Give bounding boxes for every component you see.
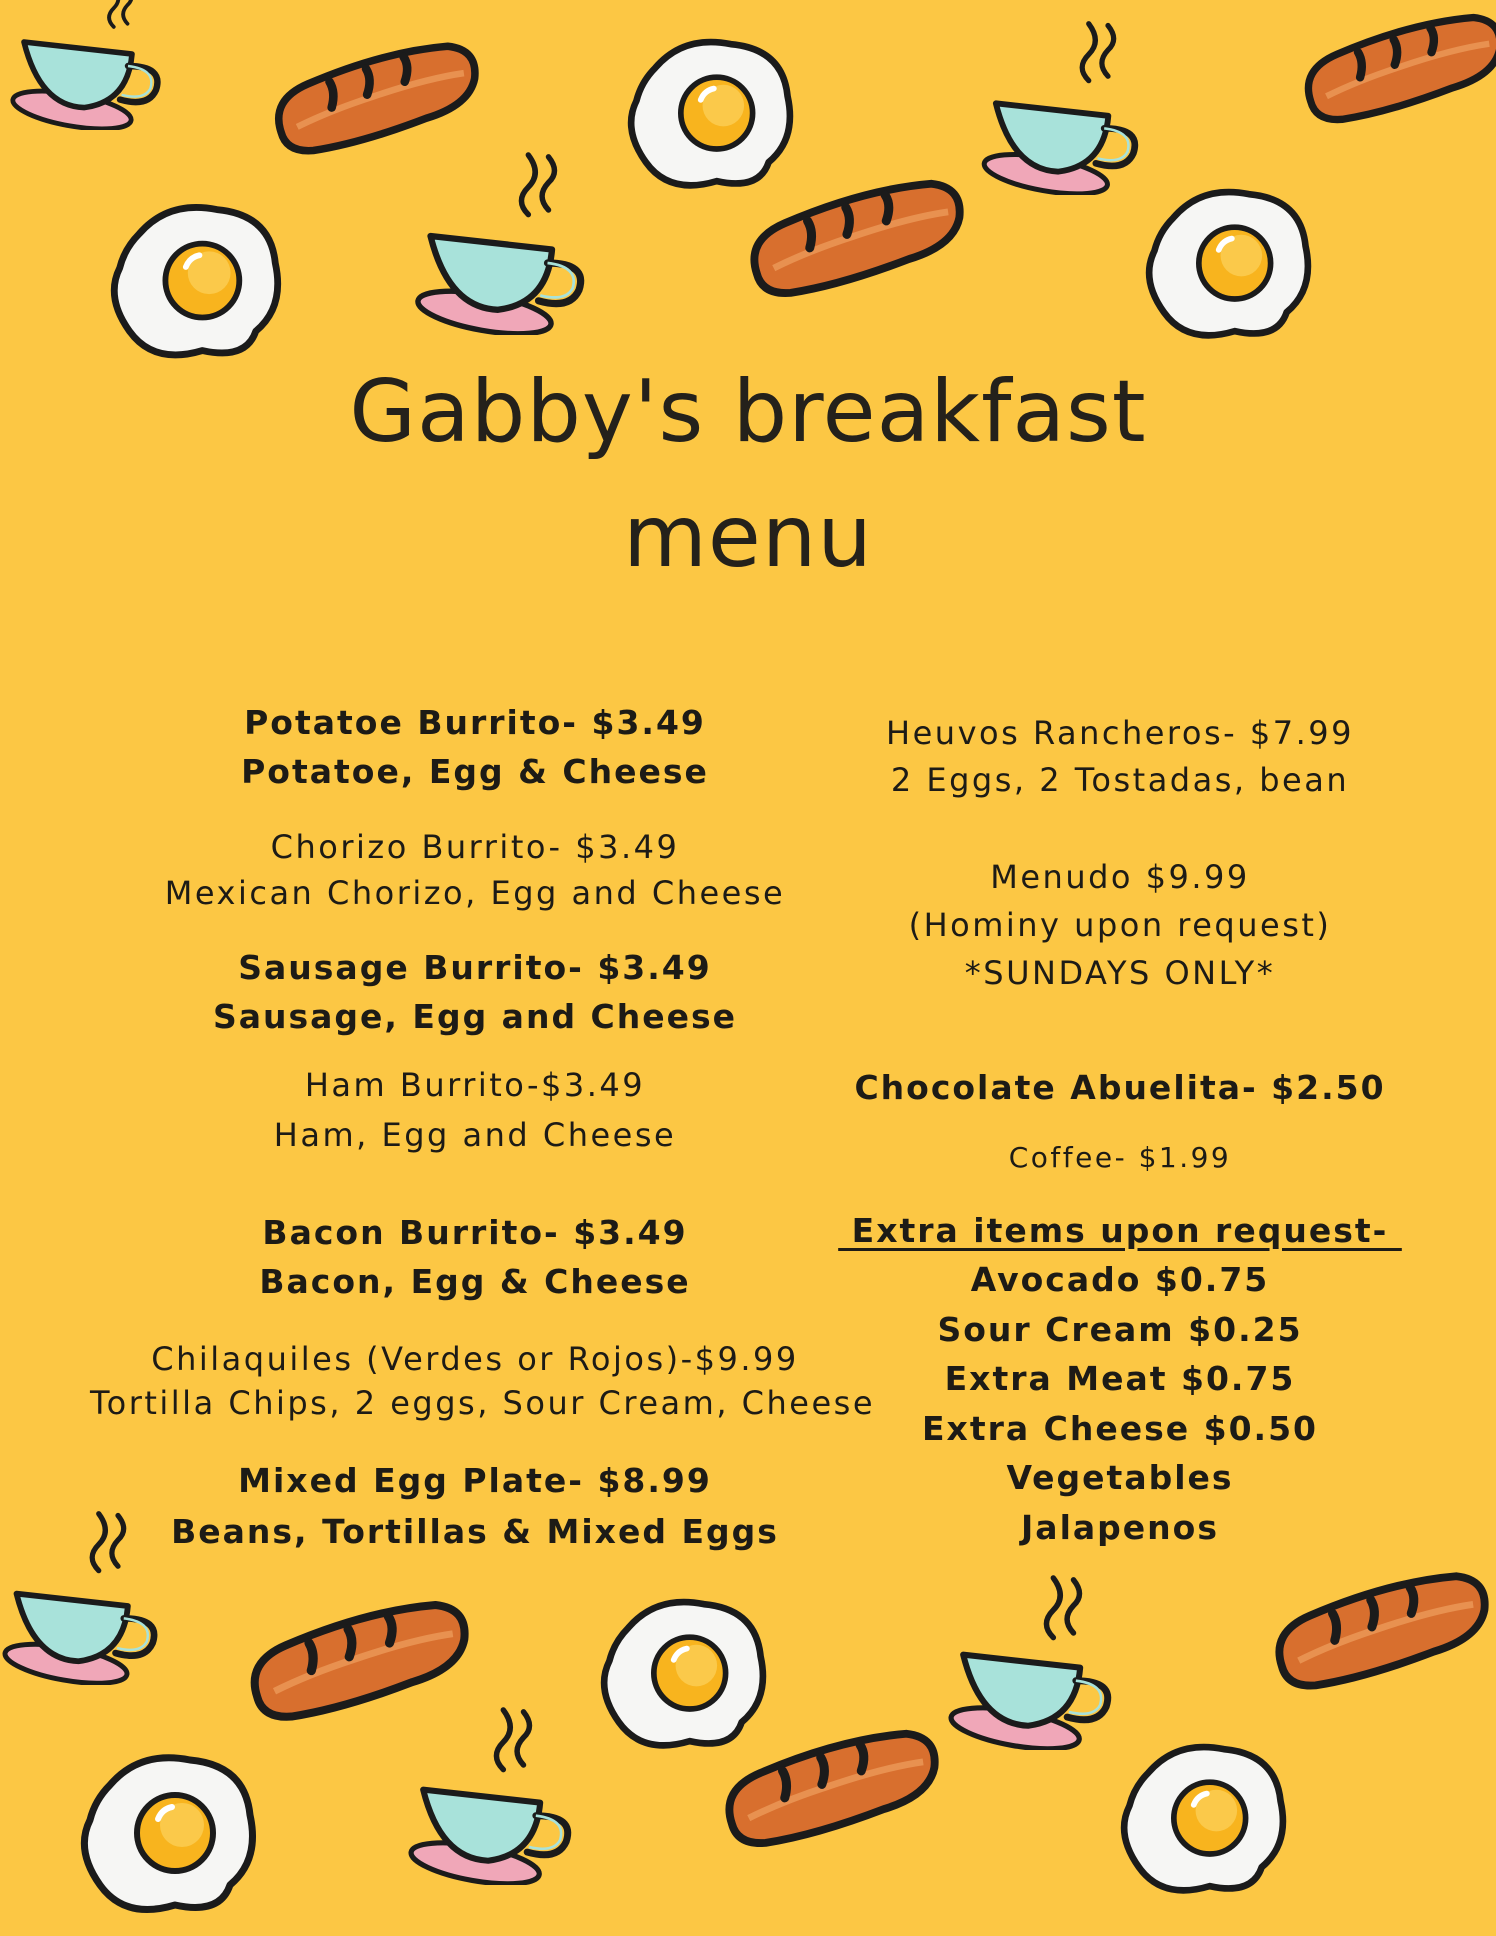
extra-item: Sour Cream $0.25 — [937, 1309, 1303, 1349]
menu-item — [90, 1208, 860, 1306]
teacup-icon — [975, 70, 1150, 195]
teacup-icon — [8, 10, 168, 130]
extra-item: Jalapenos — [1021, 1507, 1219, 1547]
extra-item: Avocado $0.75 — [970, 1260, 1270, 1299]
bread-icon — [240, 1595, 470, 1730]
item-note: (Hominy upon request) — [908, 906, 1332, 944]
steam-icon — [485, 1700, 540, 1775]
extra-item: Extra Meat $0.75 — [944, 1359, 1296, 1398]
item-name: Potatoe Burrito- $3.49 — [244, 703, 706, 742]
page-title — [0, 350, 1496, 600]
item-description: Sausage, Egg and Cheese — [212, 997, 738, 1036]
item-name: Coffee- $1.99 — [1008, 1141, 1232, 1174]
steam-icon — [1035, 1568, 1090, 1643]
teacup-icon — [0, 1560, 165, 1685]
item-name: Chocolate Abuelita- $2.50 — [854, 1068, 1386, 1107]
menu-item — [90, 943, 860, 1041]
steam-icon — [100, 0, 140, 30]
steam-icon — [510, 145, 565, 220]
item-name: Bacon Burrito- $3.49 — [262, 1213, 688, 1252]
item-name: Chorizo Burrito- $3.49 — [270, 828, 680, 866]
teacup-icon — [410, 200, 595, 335]
item-name: Heuvos Rancheros- $7.99 — [886, 714, 1354, 752]
item-description: Ham, Egg and Cheese — [273, 1116, 677, 1154]
extras-heading: Extra items upon request- — [838, 1211, 1402, 1250]
item-name: Sausage Burrito- $3.49 — [238, 948, 712, 987]
menu-item — [820, 853, 1420, 997]
item-name: Chilaquiles (Verdes or Rojos)-$9.99 — [151, 1340, 799, 1378]
item-note: *SUNDAYS ONLY* — [964, 954, 1276, 992]
item-description: Potatoe, Egg & Cheese — [241, 752, 709, 791]
extra-item: Vegetables — [1006, 1458, 1234, 1497]
fried-egg-icon — [65, 1745, 275, 1925]
menu-item — [820, 1138, 1420, 1178]
menu-item — [90, 698, 860, 796]
teacup-icon — [945, 1620, 1120, 1750]
bread-icon — [265, 40, 480, 160]
bread-icon — [1295, 10, 1496, 130]
item-description: Mexican Chorizo, Egg and Cheese — [164, 874, 786, 912]
item-name: Menudo $9.99 — [990, 858, 1250, 896]
bread-icon — [740, 165, 965, 315]
extra-item: Extra Cheese $0.50 — [921, 1408, 1318, 1448]
menu-item — [90, 824, 860, 916]
title-line-1: Gabby's breakfast — [349, 362, 1147, 462]
menu-item — [820, 1063, 1420, 1112]
menu-item — [820, 710, 1420, 804]
bread-icon — [715, 1715, 940, 1865]
fried-egg-icon — [1105, 1735, 1305, 1905]
bread-icon — [1265, 1565, 1490, 1700]
menu-item — [90, 1337, 876, 1425]
extras-section — [820, 1206, 1420, 1255]
item-description: Bacon, Egg & Cheese — [259, 1262, 691, 1301]
steam-icon — [1070, 15, 1125, 85]
title-line-2: menu — [623, 487, 873, 587]
fried-egg-icon — [1130, 180, 1330, 350]
item-description: Tortilla Chips, 2 eggs, Sour Cream, Cheese — [90, 1384, 876, 1422]
item-description: Beans, Tortillas & Mixed Eggs — [171, 1512, 779, 1551]
menu-item — [90, 1060, 860, 1160]
fried-egg-icon — [95, 195, 300, 370]
item-description: 2 Eggs, 2 Tostadas, bean — [890, 761, 1350, 799]
menu-item — [90, 1455, 860, 1557]
extras-list — [820, 1255, 1420, 1552]
item-name: Mixed Egg Plate- $8.99 — [238, 1461, 712, 1500]
item-name: Ham Burrito-$3.49 — [304, 1066, 646, 1104]
